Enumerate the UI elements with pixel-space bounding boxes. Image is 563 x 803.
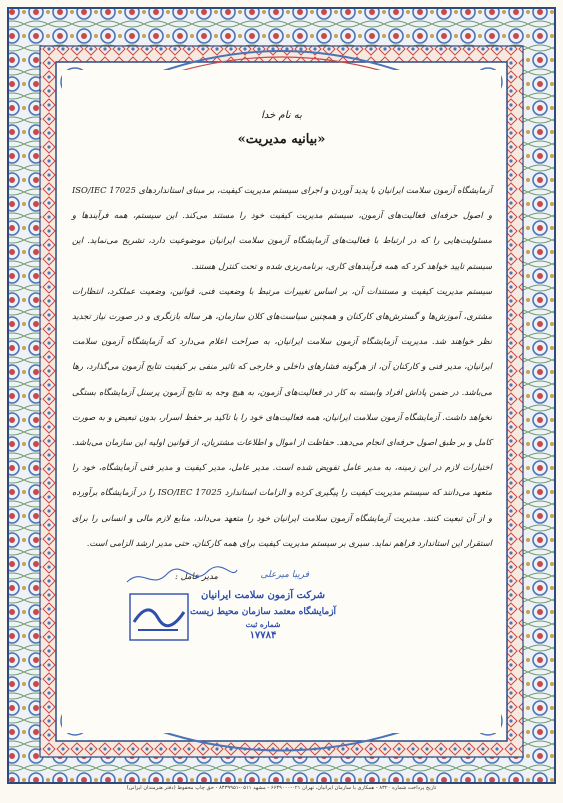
page-title: «بیانیه مدیریت»	[237, 132, 326, 147]
stamp-lab-name: آزمایشگاه معتمد سازمان محیط زیست	[189, 607, 337, 617]
stamp-registration-number: ۱۷۷۸۴	[249, 630, 277, 641]
signature-name: فریبا میرعلی	[260, 570, 309, 580]
paragraph-1: آزمایشگاه آزمون سلامت ایرانیان با پدید آوردن و اجرای سیستم مدیریت کیفیت، بر مبنای استانداردهای ISO/IEC 17025 و اصول حرفه‌ای فعالیت‌های آزمون، سیستم مدیریت کیفیت خود را مستند می‌کند. این سیستم، همه فرآیندها و مسئولیت‌هایی را که در ارتباط با فعالیت‌های آزمایشگاه آزمون سلامت ایرانیان موضوعیت دارد، تشریح می‌نماید. این سیستم تایید خواهد کرد که همه فرآیندهای کاری، برنامه‌ریزی شده و تحت کنترل هستند.	[72, 185, 493, 271]
paragraph-2: سیستم مدیریت کیفیت و مستندات آن، بر اساس تغییرات مرتبط با وضعیت فنی، قوانین، وضعیت عملکرد، انتظارات مشتری، آموزش‌ها و گسترش‌های کارکنان و همچنین سیاست‌های کلان سازمان، هر ساله بازنگری و در صورت نیاز تجدید نظر خواهند شد. مدیریت آزمایشگاه آزمون سلامت ایرانیان، به صراحت اعلام می‌دارد که آزمایشگاه آزمون سلامت ایرانیان، مدیر فنی و کارکنان آن، از هرگونه فشارهای داخلی و خارجی که تاثیر منفی بر کیفیت نتایج آزمون می‌گذارد، رها می‌باشد. در ضمن پاداش افراد وابسته به کار در فعالیت‌های آزمون، به هیچ وجه به نتایج آزمون پرسنل آزمایشگاه بستگی نخواهد داشت. آزمایشگاه آزمون سلامت ایرانیان، همه فعالیت‌های خود را با تاکید بر حفظ اسرار، بدون تبعیض و به صورت کامل و بر طبق اصول حرفه‌ای انجام می‌دهد. حفاظت از اموال و اطلاعات مشتریان، از قوانین اولیه این سازمان می‌باشد. اختیارات لازم در این زمینه، به مدیر عامل تفویض شده است. مدیر عامل، مدیر کیفیت و مدیر فنی آزمایشگاه، خود را متعهد می‌دانند که سیستم مدیریت کیفیت را پیگیری کرده و الزامات استاندارد ISO/IEC 17025 را در آزمایشگاه برآورده و از آن تبعیت کنند. مدیریت آزمایشگاه آزمون سلامت ایرانیان خود را متعهد می‌داند، منابع لازم مالی و انسانی را برای استقرار این استاندارد فراهم نماید. سیری بر سیستم مدیریت کیفیت برای همه کارکنان، حتی مدیر ارشد الزامی است.	[72, 285, 492, 548]
statement-text	[72, 178, 492, 556]
document-body	[62, 70, 501, 733]
stamp-emblem-icon	[128, 592, 190, 642]
bismillah-heading: به نام خدا	[261, 110, 302, 121]
signature-scribble-icon	[122, 562, 242, 592]
printer-footer: تاریخ پرداخت شماره ۸۳۲۰ - همکاری با سازمان ایرانیان، تهران ۰۲۱-۶۶۴۹۰۰۰ - مشهد ۰۵۱۱-۸۴۳۹۹۵۱ - حق چاپ محفوظ (دفتر هنرمندان ایرانی)	[126, 785, 437, 791]
stamp-company-name: شرکت آزمون سلامت ایرانیان	[201, 590, 325, 601]
company-stamp	[128, 590, 350, 646]
stamp-registration-label: شماره ثبت	[245, 620, 281, 629]
signature-label: مدیر عامل :	[175, 572, 218, 582]
